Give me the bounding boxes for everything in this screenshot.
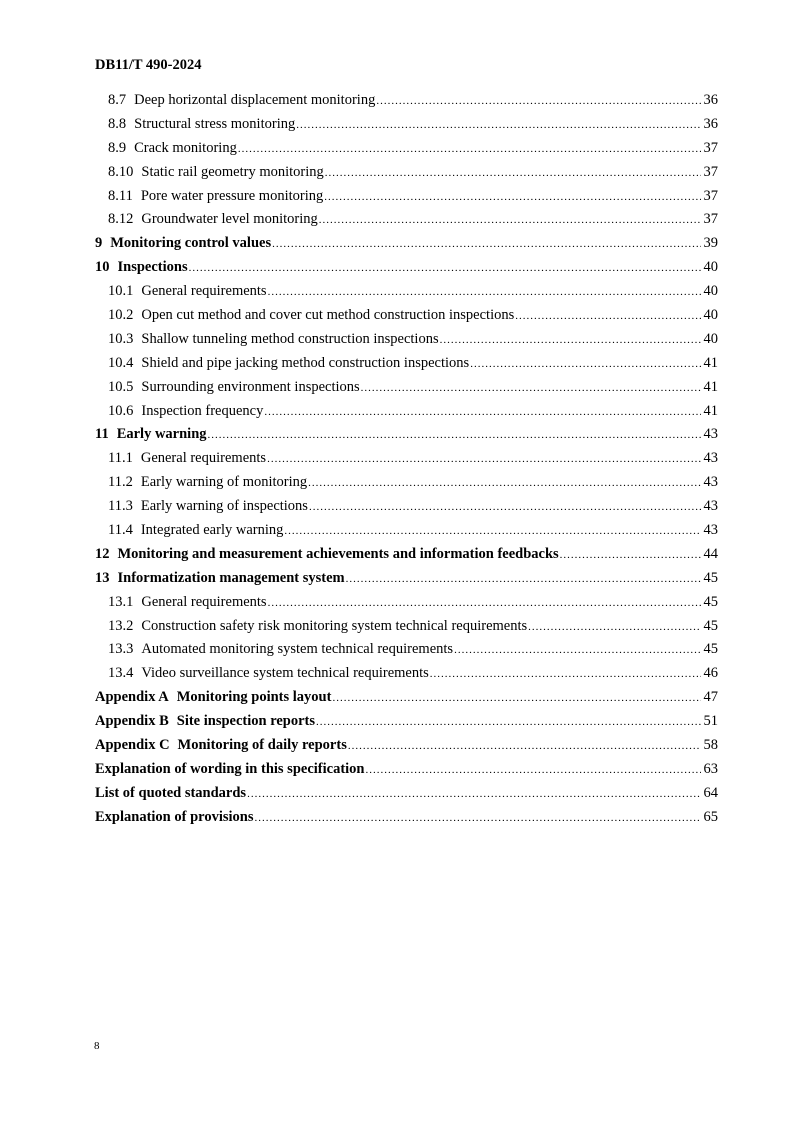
toc-entry[interactable] <box>95 188 718 212</box>
toc-entry-title: Explanation of provisions <box>95 808 254 825</box>
dot-leader <box>528 621 701 633</box>
toc-entry-page: 39 <box>703 235 718 252</box>
toc-entry-label <box>95 809 253 826</box>
toc-entry-number: 11 <box>95 426 109 443</box>
toc-entry-number: 11.1 <box>108 450 133 467</box>
dot-leader <box>319 214 701 226</box>
toc-entry-number: 12 <box>95 545 110 562</box>
toc-entry-title: Shallow tunneling method construction inspections <box>141 330 439 347</box>
toc-entry-page: 58 <box>703 737 718 754</box>
dot-leader <box>189 262 701 274</box>
toc-entry-number: 8.11 <box>108 187 133 204</box>
table-of-contents <box>95 92 718 833</box>
toc-entry-label <box>108 665 429 682</box>
toc-entry[interactable] <box>95 283 718 307</box>
toc-entry-title: Early warning of monitoring <box>140 474 308 491</box>
toc-entry-number: 13.4 <box>108 665 134 682</box>
toc-entry-number: 9 <box>95 235 103 252</box>
toc-entry-number: Appendix A <box>95 689 169 706</box>
toc-entry-number: 10.2 <box>108 307 134 324</box>
toc-entry-page: 37 <box>703 187 718 204</box>
toc-entry-title: Inspection frequency <box>141 402 264 419</box>
dot-leader <box>208 429 701 441</box>
toc-entry-number: 8.12 <box>108 211 134 228</box>
toc-entry-page: 36 <box>703 115 718 132</box>
toc-entry-page: 63 <box>703 760 718 777</box>
toc-entry[interactable] <box>95 809 718 833</box>
toc-entry-label <box>108 188 323 205</box>
toc-entry-title: Informatization management system <box>117 569 345 586</box>
toc-entry-page: 64 <box>703 784 718 801</box>
toc-entry[interactable] <box>95 498 718 522</box>
toc-entry[interactable] <box>95 737 718 761</box>
toc-entry-page: 44 <box>703 545 718 562</box>
toc-entry-label <box>108 403 263 420</box>
toc-entry-title: Early warning <box>116 426 207 443</box>
toc-entry[interactable] <box>95 307 718 331</box>
toc-entry-number: 11.4 <box>108 522 133 539</box>
toc-entry-number: 13.2 <box>108 617 134 634</box>
toc-entry-label <box>95 713 315 730</box>
dot-leader <box>440 334 701 346</box>
toc-entry-number: 10 <box>95 259 110 276</box>
dot-leader <box>332 692 701 704</box>
dot-leader <box>296 119 701 131</box>
toc-entry[interactable] <box>95 355 718 379</box>
toc-entry-title: General requirements <box>140 450 267 467</box>
toc-entry-title: Monitoring of daily reports <box>177 737 347 754</box>
dot-leader <box>272 238 701 250</box>
toc-entry[interactable] <box>95 92 718 116</box>
toc-entry-number: Appendix C <box>95 737 170 754</box>
dot-leader <box>268 597 701 609</box>
toc-entry-label <box>108 641 453 658</box>
toc-entry-label <box>108 594 267 611</box>
toc-entry[interactable] <box>95 379 718 403</box>
toc-entry-page: 45 <box>703 569 718 586</box>
toc-entry-number: 11.2 <box>108 474 133 491</box>
toc-entry-page: 37 <box>703 163 718 180</box>
toc-entry[interactable] <box>95 570 718 594</box>
toc-entry-title: Explanation of wording in this specification <box>95 760 365 777</box>
page-number: 8 <box>94 1040 100 1052</box>
dot-leader <box>308 477 701 489</box>
toc-entry-page: 40 <box>703 283 718 300</box>
dot-leader <box>238 143 701 155</box>
dot-leader <box>454 644 701 656</box>
toc-entry-label <box>108 331 439 348</box>
toc-entry-title: Monitoring control values <box>110 235 272 252</box>
toc-entry-page: 37 <box>703 139 718 156</box>
toc-entry-page: 41 <box>703 354 718 371</box>
dot-leader <box>316 716 701 728</box>
toc-entry-title: Deep horizontal displacement monitoring <box>134 92 376 108</box>
toc-entry-page: 46 <box>703 665 718 682</box>
toc-entry-page: 47 <box>703 689 718 706</box>
toc-entry-page: 43 <box>703 522 718 539</box>
toc-entry-title: List of quoted standards <box>95 784 247 801</box>
toc-entry-label <box>95 761 365 778</box>
toc-entry[interactable] <box>95 689 718 713</box>
toc-entry-page: 51 <box>703 713 718 730</box>
toc-entry-title: Groundwater level monitoring <box>141 211 318 228</box>
toc-entry-label <box>95 737 347 754</box>
toc-entry-number: 11.3 <box>108 498 133 515</box>
dot-leader <box>264 406 701 418</box>
toc-entry[interactable] <box>95 665 718 689</box>
toc-entry-title: Site inspection reports <box>176 713 316 730</box>
dot-leader <box>366 764 702 776</box>
toc-entry[interactable] <box>95 546 718 570</box>
toc-entry-number: Appendix B <box>95 713 169 730</box>
toc-entry-page: 43 <box>703 450 718 467</box>
toc-entry-title: Open cut method and cover cut method construction inspections <box>141 307 515 324</box>
toc-entry-label <box>95 546 559 563</box>
toc-entry-label <box>108 140 237 157</box>
dot-leader <box>267 453 701 465</box>
toc-entry[interactable] <box>95 331 718 355</box>
toc-entry-number: 8.10 <box>108 163 134 180</box>
toc-entry-page: 40 <box>703 307 718 324</box>
toc-entry-number: 13 <box>95 569 110 586</box>
toc-entry-number: 13.1 <box>108 593 134 610</box>
toc-entry[interactable] <box>95 594 718 618</box>
toc-entry[interactable] <box>95 403 718 427</box>
dot-leader <box>254 812 701 824</box>
toc-entry-label <box>95 689 331 706</box>
toc-entry[interactable] <box>95 641 718 665</box>
toc-entry[interactable] <box>95 164 718 188</box>
toc-entry-title: Video surveillance system technical requirements <box>141 665 429 682</box>
toc-entry-label <box>95 259 188 276</box>
dot-leader <box>325 167 701 179</box>
toc-entry[interactable] <box>95 713 718 737</box>
toc-entry-label <box>108 498 308 515</box>
toc-entry-page: 45 <box>703 617 718 634</box>
toc-entry[interactable] <box>95 522 718 546</box>
toc-entry-page: 40 <box>703 330 718 347</box>
toc-entry-label <box>108 618 527 635</box>
toc-entry-label <box>108 283 267 300</box>
toc-entry-number: 8.9 <box>108 139 127 156</box>
toc-entry-title: Surrounding environment inspections <box>141 378 360 395</box>
toc-entry-label <box>108 522 283 539</box>
toc-entry-label <box>108 355 469 372</box>
toc-entry-page: 45 <box>703 593 718 610</box>
toc-entry-number: 10.3 <box>108 330 134 347</box>
toc-entry-page: 43 <box>703 426 718 443</box>
toc-entry-title: Inspections <box>117 259 188 276</box>
toc-entry-number: 13.3 <box>108 641 134 658</box>
toc-entry-title: Crack monitoring <box>134 139 237 156</box>
toc-entry-number: 8.7 <box>108 92 127 108</box>
toc-entry-title: Monitoring points layout <box>176 689 332 706</box>
dot-leader <box>560 549 701 561</box>
toc-entry-title: General requirements <box>141 283 267 300</box>
toc-entry-label <box>95 235 271 252</box>
toc-entry-number: 10.6 <box>108 402 134 419</box>
toc-entry-label <box>108 164 324 181</box>
toc-entry-number: 8.8 <box>108 115 127 132</box>
dot-leader <box>284 525 701 537</box>
toc-entry[interactable] <box>95 474 718 498</box>
toc-entry-number: 10.4 <box>108 354 134 371</box>
document-id-header: DB11/T 490-2024 <box>95 57 202 73</box>
toc-entry-label <box>108 116 295 133</box>
toc-entry-label <box>95 426 207 443</box>
dot-leader <box>376 95 701 107</box>
toc-entry-page: 36 <box>703 92 718 108</box>
toc-entry-label <box>95 570 345 587</box>
toc-entry-title: Construction safety risk monitoring system technical requirements <box>141 617 528 634</box>
toc-entry-label <box>108 474 307 491</box>
toc-entry-page: 37 <box>703 211 718 228</box>
dot-leader <box>268 286 701 298</box>
toc-entry[interactable] <box>95 426 718 450</box>
dot-leader <box>324 191 701 203</box>
toc-entry[interactable] <box>95 785 718 809</box>
toc-entry[interactable] <box>95 116 718 140</box>
toc-entry[interactable] <box>95 235 718 259</box>
toc-entry-title: Early warning of inspections <box>140 498 308 515</box>
toc-entry-label <box>108 307 514 324</box>
toc-entry-title: Monitoring and measurement achievements and information feedbacks <box>117 545 559 562</box>
toc-entry-page: 65 <box>703 808 718 825</box>
toc-entry[interactable] <box>95 450 718 474</box>
toc-entry-title: Static rail geometry monitoring <box>141 163 324 180</box>
toc-entry-number: 10.1 <box>108 283 134 300</box>
dot-leader <box>515 310 701 322</box>
dot-leader <box>247 788 701 800</box>
toc-entry-label <box>108 211 318 228</box>
toc-entry-page: 43 <box>703 498 718 515</box>
toc-entry-label <box>108 379 360 396</box>
toc-entry-title: Integrated early warning <box>140 522 284 539</box>
toc-entry-page: 45 <box>703 641 718 658</box>
toc-entry[interactable] <box>95 140 718 164</box>
toc-entry-label <box>108 450 266 467</box>
toc-entry-page: 41 <box>703 402 718 419</box>
toc-entry-title: Shield and pipe jacking method construction inspections <box>141 354 470 371</box>
toc-entry-page: 41 <box>703 378 718 395</box>
toc-entry-page: 43 <box>703 474 718 491</box>
toc-entry-title: Automated monitoring system technical requirements <box>141 641 454 658</box>
dot-leader <box>430 668 701 680</box>
dot-leader <box>346 573 701 585</box>
toc-entry-label <box>108 92 375 109</box>
toc-entry-label <box>95 785 246 802</box>
toc-entry-title: General requirements <box>141 593 267 610</box>
dot-leader <box>470 358 701 370</box>
dot-leader <box>309 501 701 513</box>
toc-entry-number: 10.5 <box>108 378 134 395</box>
toc-entry[interactable] <box>95 259 718 283</box>
toc-entry-page: 40 <box>703 259 718 276</box>
toc-entry[interactable] <box>95 618 718 642</box>
toc-entry[interactable] <box>95 761 718 785</box>
dot-leader <box>361 382 701 394</box>
dot-leader <box>348 740 701 752</box>
toc-entry[interactable] <box>95 211 718 235</box>
toc-entry-title: Structural stress monitoring <box>134 115 296 132</box>
toc-entry-title: Pore water pressure monitoring <box>140 187 324 204</box>
